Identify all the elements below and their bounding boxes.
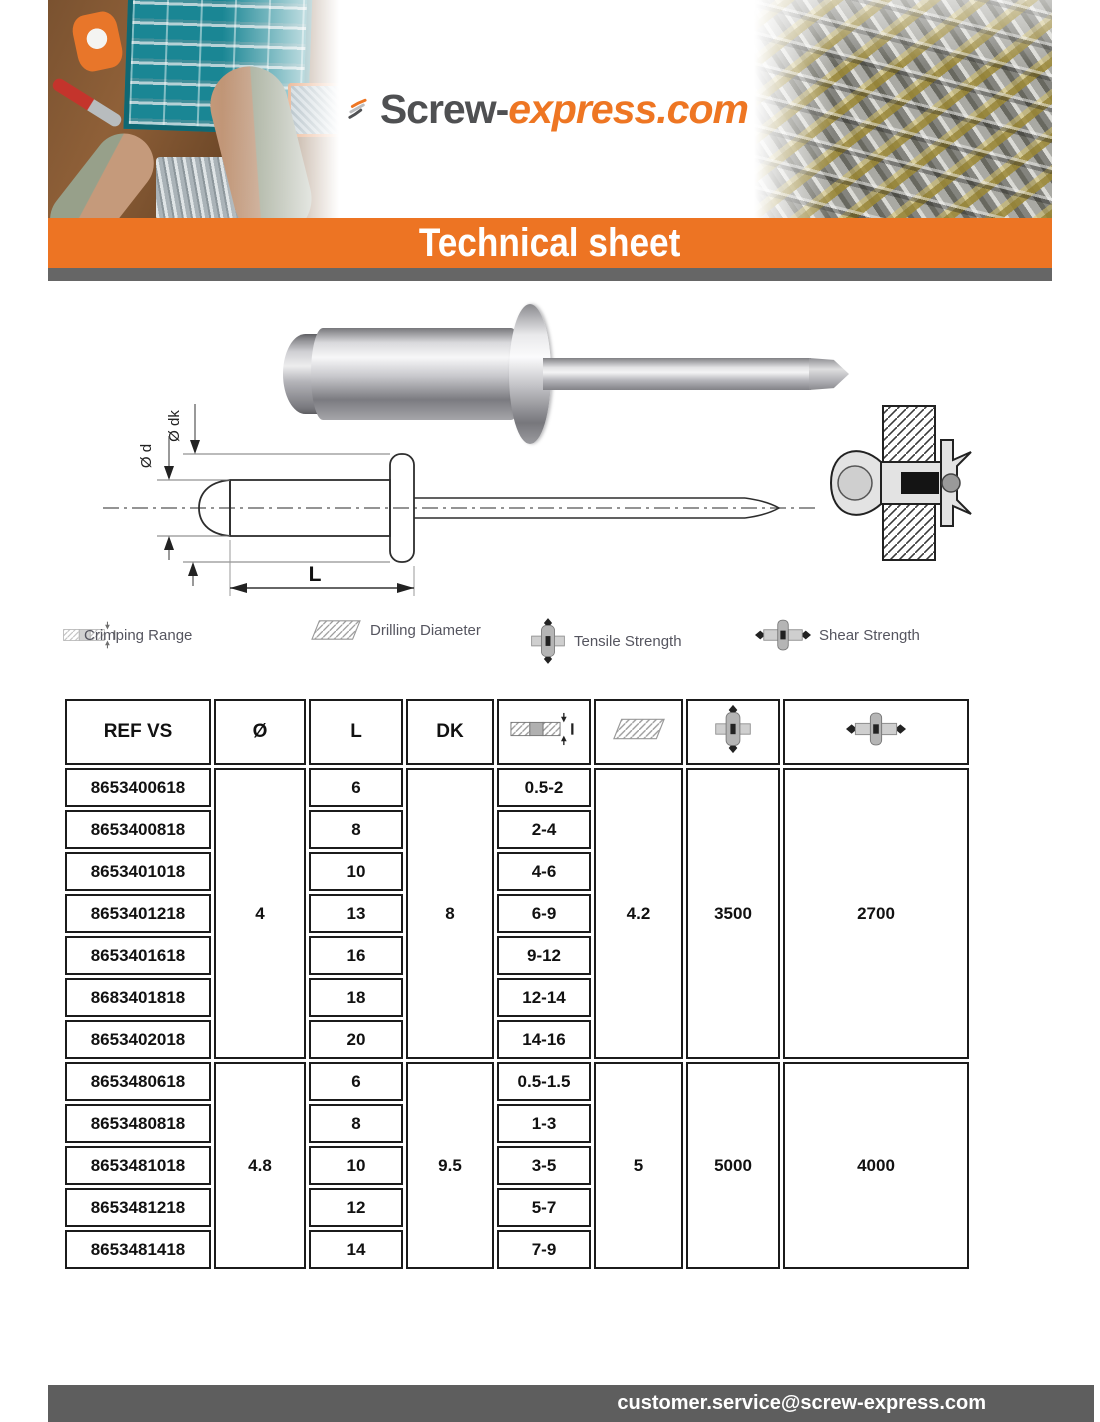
length-cell: 6 (309, 1062, 403, 1101)
rivet-dimension-drawing (95, 378, 825, 613)
drilling-diameter-cell: 5 (594, 1062, 683, 1269)
header-crimp-range (497, 699, 591, 765)
crimp-range-cell: 5-7 (497, 1188, 591, 1227)
crimp-range-cell: 12-14 (497, 978, 591, 1017)
ref-cell: 8653480618 (65, 1062, 211, 1101)
legend-label: Drilling Diameter (370, 621, 481, 639)
spec-table (62, 696, 972, 1272)
ref-cell: 8653480818 (65, 1104, 211, 1143)
ref-cell: 8653481018 (65, 1146, 211, 1185)
length-cell: 10 (309, 852, 403, 891)
banner-shadow-bar (48, 268, 1052, 281)
dk-cell: 9.5 (406, 1062, 494, 1269)
length-cell: 14 (309, 1230, 403, 1269)
table-header-row (65, 699, 969, 765)
header-tensile-strength (686, 699, 780, 765)
ref-cell: 8653401618 (65, 936, 211, 975)
ref-cell: 8653400618 (65, 768, 211, 807)
ref-cell: 8653401018 (65, 852, 211, 891)
dk-cell: 8 (406, 768, 494, 1059)
shear-strength-icon (846, 711, 906, 747)
brand-logo (348, 0, 748, 218)
header-diameter: Ø (214, 699, 306, 765)
legend-label: Shear Strength (819, 626, 920, 644)
label-d: Ø d (138, 443, 155, 469)
crimp-range-cell: 6-9 (497, 894, 591, 933)
length-cell: 20 (309, 1020, 403, 1059)
length-cell: 16 (309, 936, 403, 975)
crimp-range-cell: 9-12 (497, 936, 591, 975)
diameter-cell: 4 (214, 768, 306, 1059)
crimp-range-cell: 4-6 (497, 852, 591, 891)
header-length: L (309, 699, 403, 765)
tensile-strength-icon (530, 618, 566, 664)
drill-diameter-icon (310, 618, 362, 642)
length-cell: 8 (309, 1104, 403, 1143)
shear-strength-cell: 4000 (783, 1062, 969, 1269)
legend-label: Crimping Range (84, 626, 193, 644)
crimp-range-cell: 14-16 (497, 1020, 591, 1059)
installed-rivet-cross-section (825, 400, 1045, 570)
contact-email: customer.service@screw-express.com (617, 1392, 986, 1414)
logo-text-secondary: express.com (508, 85, 748, 132)
header-dk: DK (406, 699, 494, 765)
label-dk: Ø dk (166, 410, 183, 442)
diameter-cell: 4.8 (214, 1062, 306, 1269)
logo-text (380, 86, 748, 133)
crimp-range-cell: 1-3 (497, 1104, 591, 1143)
header-drilling-diameter (594, 699, 683, 765)
ref-cell: 8653402018 (65, 1020, 211, 1059)
footer-bar (48, 1385, 1094, 1422)
table-row (65, 1062, 969, 1101)
logo-swoosh-icon (348, 80, 370, 138)
ref-cell: 8683401818 (65, 978, 211, 1017)
screws-pile-photo (748, 0, 1052, 218)
legend-crimping-range (62, 618, 192, 652)
legend-tensile-strength (530, 618, 682, 664)
shear-strength-cell: 2700 (783, 768, 969, 1059)
legend-row (48, 618, 1052, 674)
crimp-range-cell: 3-5 (497, 1146, 591, 1185)
page-title: Technical sheet (419, 220, 681, 265)
header-shear-strength (783, 699, 969, 765)
crimp-range-cell: 0.5-2 (497, 768, 591, 807)
length-cell: 12 (309, 1188, 403, 1227)
length-cell: 18 (309, 978, 403, 1017)
length-cell: 10 (309, 1146, 403, 1185)
length-cell: 13 (309, 894, 403, 933)
label-length: L (308, 563, 322, 586)
spec-table-body (65, 768, 969, 1269)
tensile-strength-icon (714, 704, 752, 754)
legend-shear-strength (755, 618, 920, 652)
ref-cell: 8653400818 (65, 810, 211, 849)
tensile-strength-cell: 3500 (686, 768, 780, 1059)
tensile-strength-cell: 5000 (686, 1062, 780, 1269)
crimp-range-cell: 7-9 (497, 1230, 591, 1269)
length-cell: 6 (309, 768, 403, 807)
workbench-photo (48, 0, 348, 218)
drilling-diameter-cell: 4.2 (594, 768, 683, 1059)
crimp-range-icon (509, 712, 579, 746)
ref-cell: 8653401218 (65, 894, 211, 933)
crimp-range-cell: 2-4 (497, 810, 591, 849)
drill-diameter-icon (612, 716, 666, 742)
ref-cell: 8653481218 (65, 1188, 211, 1227)
length-cell: 8 (309, 810, 403, 849)
logo-text-primary: Screw- (379, 85, 509, 132)
crimp-range-cell: 0.5-1.5 (497, 1062, 591, 1101)
legend-drilling-diameter (310, 618, 481, 642)
ref-cell: 8653481418 (65, 1230, 211, 1269)
legend-label: Tensile Strength (574, 632, 682, 650)
table-row (65, 768, 969, 807)
header-ref: REF VS (65, 699, 211, 765)
banner (48, 218, 1052, 268)
shear-strength-icon (755, 618, 811, 652)
